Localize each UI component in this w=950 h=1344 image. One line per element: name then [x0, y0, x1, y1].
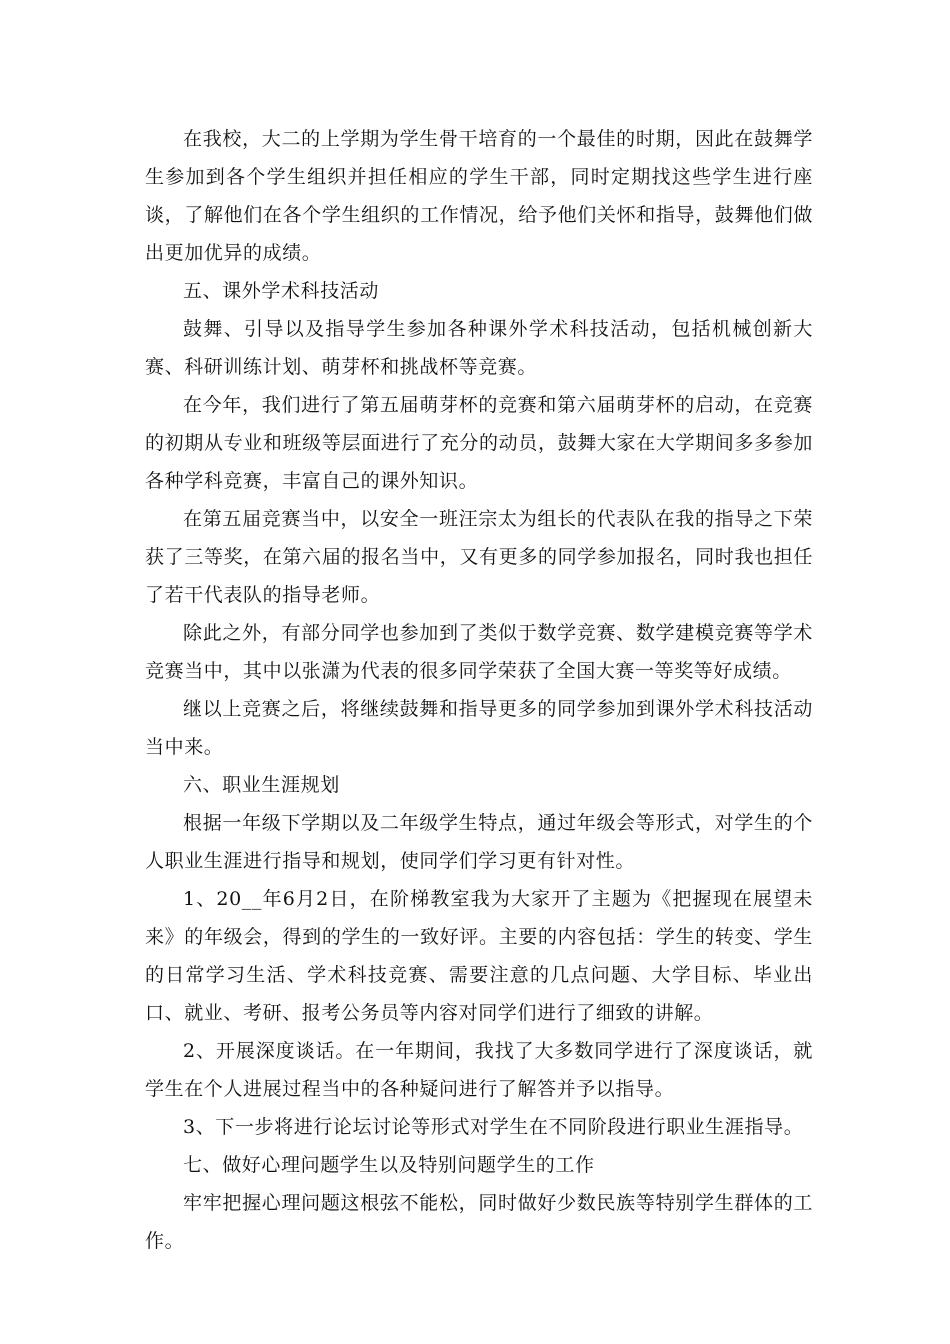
section-heading-6: 六、职业生涯规划 — [183, 774, 340, 796]
paragraph-continue-guidance: 继以上竞赛之后，将继续鼓舞和指导更多的同学参加到课外学术科技活动当中来。 — [145, 698, 813, 758]
paragraph-item-1: 1、20__年6月2日，在阶梯教室我为大家开了主题为《把握现在展望未来》的年级会，得到的学生的一致好评。主要的内容包括：学生的转变、学生的日常学习生活、学术科技竞赛、需要注意的几点问题、大学目标、毕业出口、就业、考研、报考公务员等内容对同学们进行了细致的讲解。 — [145, 888, 813, 1024]
paragraph-item-3: 3、下一步将进行论坛讨论等形式对学生在不同阶段进行职业生涯指导。 — [183, 1116, 804, 1138]
paragraph-career-planning: 根据一年级下学期以及二年级学生特点，通过年级会等形式，对学生的个人职业生涯进行指导和规划，使同学们学习更有针对性。 — [145, 812, 813, 872]
section-heading-7: 七、做好心理问题学生以及特别问题学生的工作 — [183, 1154, 595, 1176]
paragraph-fifth-competition: 在第五届竞赛当中，以安全一班汪宗太为组长的代表队在我的指导之下荣获了三等奖，在第六届的报名当中，又有更多的同学参加报名，同时我也担任了若干代表队的指导老师。 — [145, 508, 813, 606]
document-body — [145, 120, 813, 1260]
paragraph-math-competitions: 除此之外，有部分同学也参加到了类似于数学竞赛、数学建模竞赛等学术竞赛当中，其中以张潇为代表的很多同学荣获了全国大赛一等奖等好成绩。 — [145, 622, 813, 682]
paragraph-student-leaders: 在我校，大二的上学期为学生骨干培育的一个最佳的时期，因此在鼓舞学生参加到各个学生组织并担任相应的学生干部，同时定期找这些学生进行座谈，了解他们在各个学生组织的工作情况，给予他们关怀和指导，鼓舞他们做出更加优异的成绩。 — [145, 128, 813, 264]
paragraph-academic-activities: 鼓舞、引导以及指导学生参加各种课外学术科技活动，包括机械创新大赛、科研训练计划、萌芽杯和挑战杯等竞赛。 — [145, 318, 813, 378]
section-heading-5: 五、课外学术科技活动 — [183, 280, 380, 302]
paragraph-sprout-cup: 在今年，我们进行了第五届萌芽杯的竞赛和第六届萌芽杯的启动，在竞赛的初期从专业和班级等层面进行了充分的动员，鼓舞大家在大学期间多多参加各种学科竞赛，丰富自己的课外知识。 — [145, 394, 813, 492]
paragraph-item-2: 2、开展深度谈话。在一年期间，我找了大多数同学进行了深度谈话，就学生在个人进展过程当中的各种疑问进行了解答并予以指导。 — [145, 1040, 813, 1100]
paragraph-psychological-work: 牢牢把握心理问题这根弦不能松，同时做好少数民族等特别学生群体的工作。 — [145, 1192, 813, 1252]
